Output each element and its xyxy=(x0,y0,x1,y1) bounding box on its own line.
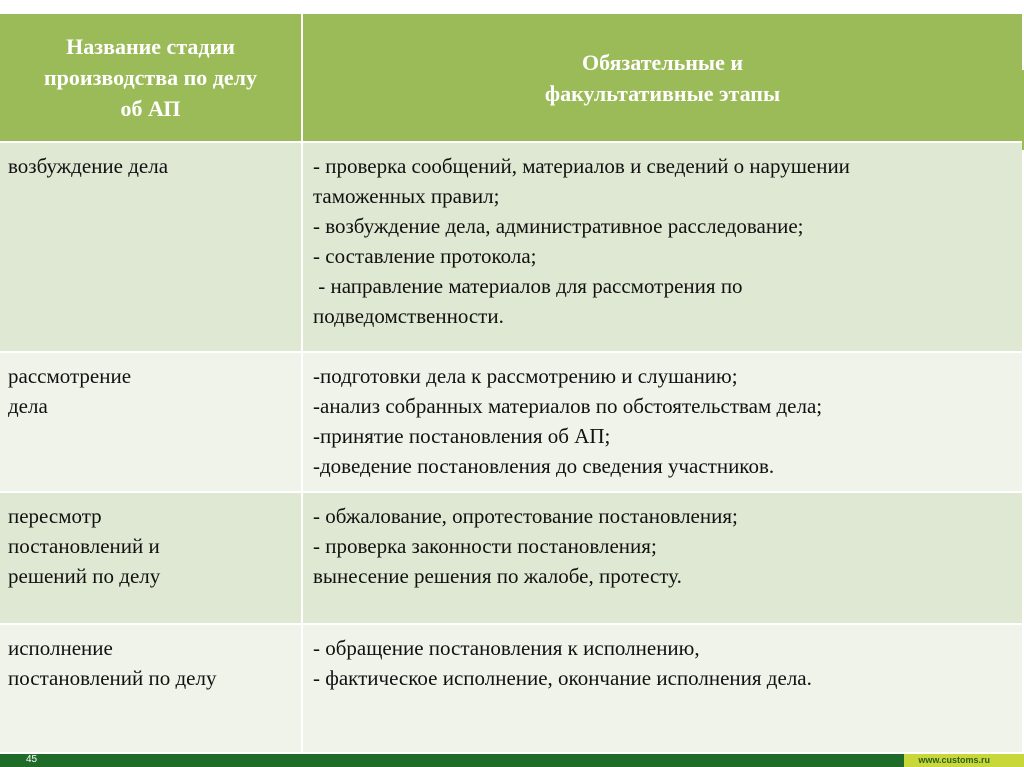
header-line: об АП xyxy=(120,96,181,121)
header-stage-name xyxy=(0,14,302,142)
steps-cell xyxy=(302,352,1022,492)
step-line: таможенных правил; xyxy=(313,184,500,208)
header-line: производства по делу xyxy=(43,65,258,90)
stage-line: исполнение xyxy=(8,636,113,660)
step-line: -доведение постановления до сведения участников. xyxy=(313,454,775,478)
stage-cell xyxy=(0,492,302,624)
stage-line: постановлений по делу xyxy=(8,666,217,690)
step-line: - обращение постановления к исполнению, xyxy=(313,636,700,660)
step-line: - обжалование, опротестование постановления; xyxy=(313,504,738,528)
table-row xyxy=(0,492,1022,624)
table-row xyxy=(0,352,1022,492)
header-line: Обязательные и xyxy=(581,49,744,75)
step-line: вынесение решения по жалобе, протесту. xyxy=(313,564,682,588)
header-steps xyxy=(302,14,1022,142)
step-line: -анализ собранных материалов по обстоятельствам дела; xyxy=(313,394,823,418)
footer-bar xyxy=(0,754,1024,767)
step-line: - возбуждение дела, административное расследование; xyxy=(313,214,804,238)
step-line: -принятие постановления об АП; xyxy=(313,424,611,448)
table-row xyxy=(0,624,1022,752)
stage-cell xyxy=(0,142,302,352)
stage-line: постановлений и xyxy=(8,534,160,558)
stage-line: пересмотр xyxy=(8,504,102,528)
step-line: - проверка законности постановления; xyxy=(313,534,657,558)
step-line: - направление материалов для рассмотрения по xyxy=(313,274,743,298)
step-line: подведомственности. xyxy=(313,304,504,328)
header-line: Название стадии xyxy=(66,34,235,59)
step-line: - фактическое исполнение, окончание исполнения дела. xyxy=(313,666,812,690)
footer-site-link[interactable]: www.customs.ru xyxy=(918,755,990,765)
slide-number: 45 xyxy=(26,754,38,765)
stage-cell xyxy=(0,352,302,492)
steps-cell xyxy=(302,624,1022,752)
steps-cell xyxy=(302,492,1022,624)
step-line: - составление протокола; xyxy=(313,244,537,268)
table-header-row xyxy=(0,14,1022,142)
steps-cell xyxy=(302,142,1022,352)
header-line: факультативные этапы xyxy=(544,80,781,106)
table-row xyxy=(0,142,1022,352)
stage-line: рассмотрение xyxy=(8,364,132,388)
stage-line: возбуждение дела xyxy=(8,154,169,178)
step-line: - проверка сообщений, материалов и сведений о нарушении xyxy=(313,154,850,178)
step-line: -подготовки дела к рассмотрению и слушанию; xyxy=(313,364,738,388)
stages-table xyxy=(0,14,1022,752)
stage-line: дела xyxy=(8,394,48,418)
stage-line: решений по делу xyxy=(8,564,161,588)
stage-cell xyxy=(0,624,302,752)
